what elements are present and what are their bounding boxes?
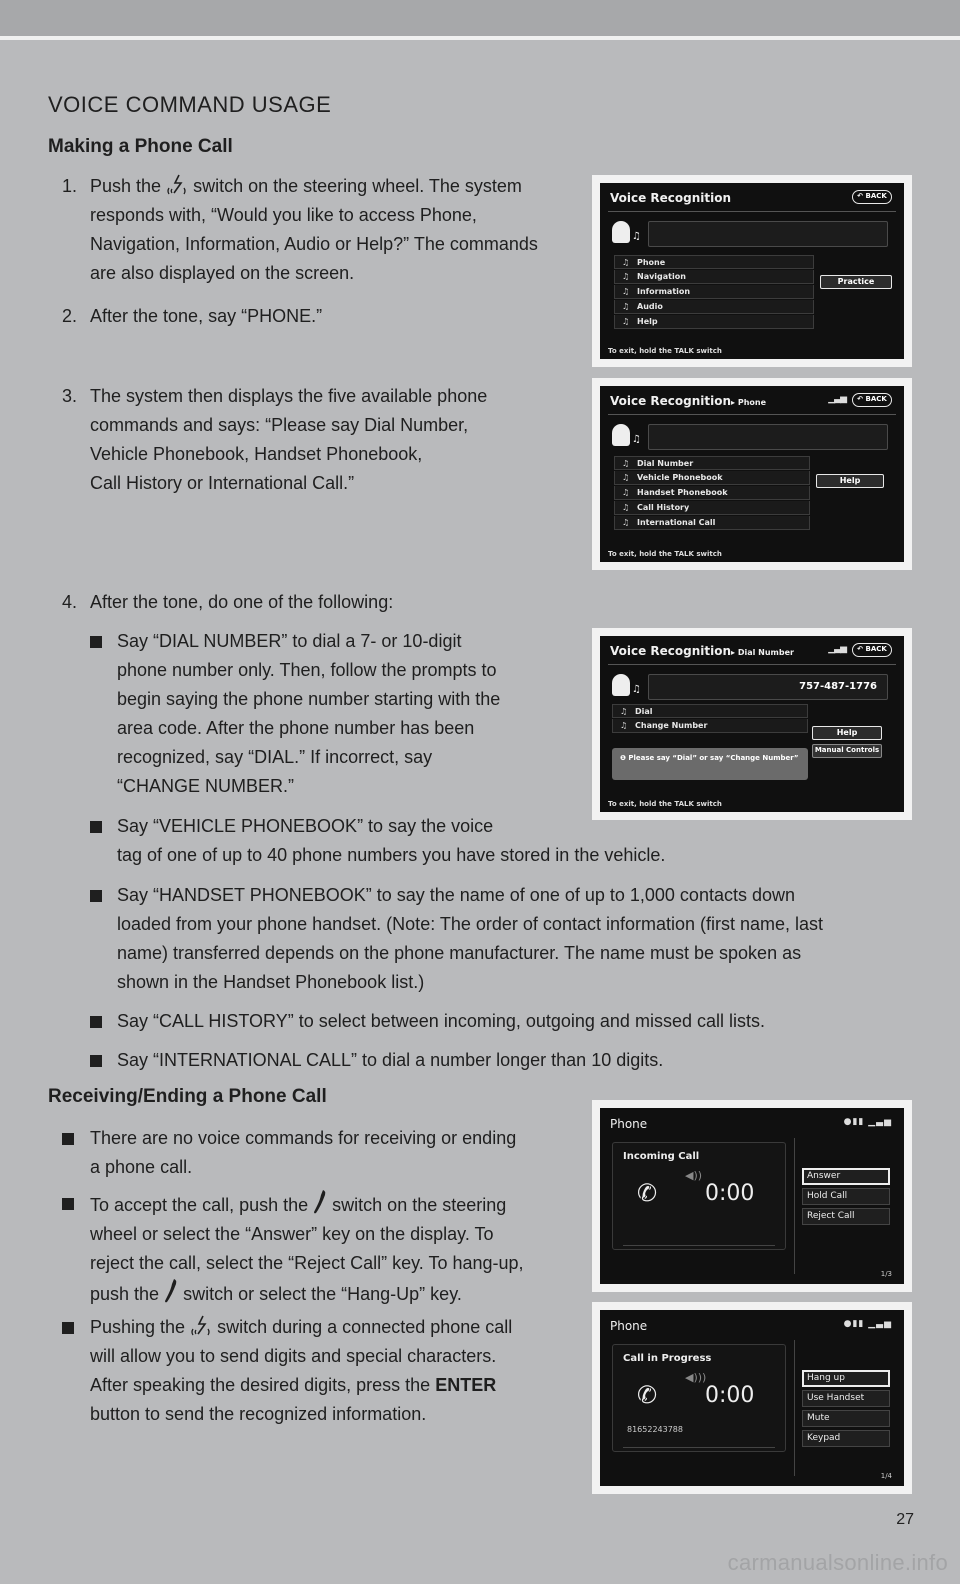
use-handset-button[interactable]: Use Handset bbox=[802, 1390, 890, 1407]
bullet-accept-line-3: reject the call, select the “Reject Call” key. To hang-up, bbox=[90, 1253, 524, 1273]
bullet-vehicle-line-1: Say “VEHICLE PHONEBOOK” to say the voice bbox=[117, 816, 494, 836]
page-indicator: 1/4 bbox=[880, 1472, 892, 1480]
menu-item-vehicle-phonebook[interactable]: ♫ Vehicle Phonebook bbox=[614, 471, 810, 485]
bullet-dial-line-1: Say “DIAL NUMBER” to dial a 7- or 10-digit bbox=[117, 631, 462, 651]
menu-item-dial-number[interactable]: ♫ Dial Number bbox=[614, 456, 810, 470]
screen-title: Phone bbox=[610, 1117, 648, 1131]
step-4-number: 4. bbox=[62, 592, 78, 612]
hang-up-button[interactable]: Hang up bbox=[802, 1370, 890, 1387]
handset-icon: ✆ bbox=[637, 1179, 658, 1207]
screen-voice-recognition-phone bbox=[600, 386, 904, 562]
menu-item-international-call[interactable]: ♫ International Call bbox=[614, 516, 810, 530]
signal-icon: ▁▃▅ bbox=[828, 644, 846, 654]
voice-talk-icon bbox=[190, 1315, 212, 1337]
divider bbox=[794, 1340, 795, 1476]
menu-item-dial[interactable]: ♫ Dial bbox=[612, 704, 808, 718]
bullet-dial-number bbox=[117, 627, 567, 801]
bullet-call-history: Say “CALL HISTORY” to select between incoming, outgoing and missed call lists. bbox=[117, 1011, 765, 1031]
bullet-marker bbox=[62, 1133, 74, 1145]
handset-icon: ✆ bbox=[637, 1381, 658, 1409]
screen-voice-recognition bbox=[600, 183, 904, 359]
watermark: carmanualsonline.info bbox=[727, 1550, 948, 1575]
bullet-accept-line-2: wheel or select the “Answer” key on the display. To bbox=[90, 1224, 494, 1244]
ringing-icon: ◀)) bbox=[685, 1169, 703, 1182]
bullet-accept-call bbox=[90, 1189, 570, 1309]
menu-item-call-history[interactable]: ♫ Call History bbox=[614, 501, 810, 515]
bullet-send-line-4: button to send the recognized information. bbox=[90, 1404, 427, 1424]
bullet-marker bbox=[90, 1016, 102, 1028]
section-title: VOICE COMMAND USAGE bbox=[48, 92, 332, 117]
bullet-accept-line-1: To accept the call, push the switch on the steering bbox=[90, 1189, 570, 1220]
menu-item-navigation[interactable]: ♫ Navigation bbox=[614, 270, 814, 284]
bullet-accept-line-4: push the switch or select the “Hang-Up” key. bbox=[90, 1278, 570, 1309]
page-indicator: 1/3 bbox=[880, 1270, 892, 1278]
screen-call-in-progress bbox=[600, 1310, 904, 1486]
bullet-handset-phonebook bbox=[117, 881, 937, 997]
exit-hint: To exit, hold the TALK switch bbox=[608, 550, 722, 558]
menu-item-audio[interactable]: ♫ Audio bbox=[614, 300, 814, 314]
step-3-line-2: commands and says: “Please say Dial Number, bbox=[90, 415, 469, 435]
back-button[interactable]: ↶ BACK bbox=[852, 643, 892, 657]
exit-hint: To exit, hold the TALK switch bbox=[608, 347, 722, 355]
status-icons: ●▮▮ ▁▃▅ bbox=[843, 1319, 892, 1329]
practice-button[interactable]: Practice bbox=[820, 275, 892, 289]
dialed-number: 757-487-1776 bbox=[799, 681, 877, 692]
screenshot-dial-number bbox=[592, 628, 912, 820]
call-status-label: Call in Progress bbox=[623, 1353, 712, 1364]
step-3-line-1: The system then displays the five available phone bbox=[90, 386, 488, 406]
step-1-line-2: responds with, “Would you like to access Phone, bbox=[90, 205, 477, 225]
top-band bbox=[0, 0, 960, 36]
bullet-handset-line-4: shown in the Handset Phonebook list.) bbox=[117, 972, 425, 992]
bullet-send-line-1: Pushing the switch during a connected phone call bbox=[90, 1317, 513, 1337]
bullet-dial-line-2: phone number only. Then, follow the prompts to bbox=[117, 660, 497, 680]
bullet-send-line-3: After speaking the desired digits, press the ENTER bbox=[90, 1375, 497, 1395]
divider bbox=[608, 664, 896, 665]
step-3-line-4: Call History or International Call.” bbox=[90, 473, 355, 493]
step-4-text: After the tone, do one of the following: bbox=[90, 592, 394, 612]
menu-item-handset-phonebook[interactable]: ♫ Handset Phonebook bbox=[614, 486, 810, 500]
exit-hint: To exit, hold the TALK switch bbox=[608, 800, 722, 808]
screen-dial-number bbox=[600, 636, 904, 812]
recognition-field bbox=[648, 424, 888, 450]
breadcrumb: ▸ Phone bbox=[731, 398, 767, 407]
keypad-button[interactable]: Keypad bbox=[802, 1430, 890, 1447]
screen-title: Voice Recognition▸ Dial Number bbox=[610, 644, 794, 658]
bullet-handset-line-3: name) transferred depends on the phone manufacturer. The name must be spoken as bbox=[117, 943, 802, 963]
page-number: 27 bbox=[896, 1511, 914, 1528]
bullet-send-digits bbox=[90, 1313, 570, 1429]
screen-title: Phone bbox=[610, 1319, 648, 1333]
enter-keyword: ENTER bbox=[435, 1375, 497, 1395]
call-timer: 0:00 bbox=[705, 1383, 755, 1408]
bullet-no-voice-commands bbox=[90, 1124, 570, 1182]
top-rule bbox=[0, 36, 960, 40]
bullet-send-line-2: will allow you to send digits and special characters. bbox=[90, 1346, 497, 1366]
divider bbox=[608, 414, 896, 415]
screenshot-call-in-progress bbox=[592, 1302, 912, 1494]
bullet-dial-line-5: recognized, say “DIAL.” If incorrect, say bbox=[117, 747, 433, 767]
menu-item-information[interactable]: ♫ Information bbox=[614, 285, 814, 299]
mute-button[interactable]: Mute bbox=[802, 1410, 890, 1427]
hold-call-button[interactable]: Hold Call bbox=[802, 1188, 890, 1205]
step-1-line-4: are also displayed on the screen. bbox=[90, 263, 355, 283]
dialed-number-field bbox=[648, 674, 888, 700]
bullet-dial-line-4: area code. After the phone number has been bbox=[117, 718, 475, 738]
bullet-marker bbox=[90, 636, 102, 648]
menu-item-phone[interactable]: ♫ Phone bbox=[614, 255, 814, 269]
bullet-vehicle-phonebook bbox=[117, 812, 917, 870]
bullet-dial-line-3: begin saying the phone number starting with the bbox=[117, 689, 501, 709]
help-button[interactable]: Help bbox=[812, 726, 882, 740]
screenshot-incoming-call bbox=[592, 1100, 912, 1292]
voice-prompt-message: ❶ Please say “Dial” or say “Change Number” bbox=[612, 748, 808, 780]
voice-prompt-icon: ♫ bbox=[608, 422, 644, 452]
bullet-vehicle-line-2: tag of one of up to 40 phone numbers you have stored in the vehicle. bbox=[117, 845, 666, 865]
status-icons: ●▮▮ ▁▃▅ bbox=[843, 1117, 892, 1127]
menu-item-change-number[interactable]: ♫ Change Number bbox=[612, 719, 808, 733]
back-button[interactable]: ↶ BACK bbox=[852, 393, 892, 407]
bullet-marker bbox=[90, 1055, 102, 1067]
phone-switch-icon bbox=[164, 1278, 178, 1304]
divider bbox=[623, 1447, 775, 1448]
recognition-field bbox=[648, 221, 888, 247]
menu-item-help[interactable]: ♫ Help bbox=[614, 315, 814, 329]
step-3-text bbox=[90, 382, 560, 498]
help-button[interactable]: Help bbox=[816, 474, 884, 488]
divider bbox=[794, 1138, 795, 1274]
bullet-marker bbox=[62, 1322, 74, 1334]
speaker-icon: ◀))) bbox=[685, 1371, 707, 1384]
manual-controls-button[interactable]: Manual Controls bbox=[812, 744, 882, 758]
step-2-number: 2. bbox=[62, 306, 78, 326]
signal-icon: ▁▃▅ bbox=[828, 394, 846, 404]
back-button[interactable]: ↶ BACK bbox=[852, 190, 892, 204]
bullet-marker bbox=[90, 821, 102, 833]
screenshot-voice-recognition-phone bbox=[592, 378, 912, 570]
bullet-international-call: Say “INTERNATIONAL CALL” to dial a number longer than 10 digits. bbox=[117, 1050, 664, 1070]
receiving-call-heading: Receiving/Ending a Phone Call bbox=[48, 1086, 327, 1107]
answer-button[interactable]: Answer bbox=[802, 1168, 890, 1185]
voice-prompt-icon: ♫ bbox=[608, 219, 644, 249]
breadcrumb: ▸ Dial Number bbox=[731, 648, 794, 657]
bullet-marker bbox=[62, 1198, 74, 1210]
divider bbox=[608, 211, 896, 212]
screen-title: Voice Recognition bbox=[610, 191, 732, 205]
screen-title: Voice Recognition▸ Phone bbox=[610, 394, 767, 408]
call-panel bbox=[612, 1344, 786, 1452]
bullet-no-voice-line-2: a phone call. bbox=[90, 1157, 193, 1177]
call-panel bbox=[612, 1142, 786, 1250]
step-1-line-1: Push the switch on the steering wheel. The system bbox=[90, 176, 522, 196]
bullet-marker bbox=[90, 890, 102, 902]
voice-talk-icon bbox=[166, 174, 188, 196]
phone-switch-icon bbox=[313, 1189, 327, 1215]
step-1-line-3: Navigation, Information, Audio or Help?” The commands bbox=[90, 234, 538, 254]
bullet-no-voice-line-1: There are no voice commands for receiving or ending bbox=[90, 1128, 517, 1148]
step-2-text: After the tone, say “PHONE.” bbox=[90, 306, 323, 326]
divider bbox=[623, 1245, 775, 1246]
bullet-handset-line-1: Say “HANDSET PHONEBOOK” to say the name of one of up to 1,000 contacts down bbox=[117, 885, 795, 905]
making-call-heading: Making a Phone Call bbox=[48, 136, 233, 157]
bullet-dial-line-6: “CHANGE NUMBER.” bbox=[117, 776, 295, 796]
reject-call-button[interactable]: Reject Call bbox=[802, 1208, 890, 1225]
step-3-line-3: Vehicle Phonebook, Handset Phonebook, bbox=[90, 444, 423, 464]
step-3-number: 3. bbox=[62, 386, 78, 406]
call-status-label: Incoming Call bbox=[623, 1151, 700, 1162]
bullet-handset-line-2: loaded from your phone handset. (Note: The order of contact information (first name, last bbox=[117, 914, 824, 934]
screenshot-voice-recognition bbox=[592, 175, 912, 367]
screen-incoming-call bbox=[600, 1108, 904, 1284]
step-1-number: 1. bbox=[62, 176, 78, 196]
voice-prompt-icon: ♫ bbox=[608, 672, 644, 702]
step-1-text bbox=[90, 172, 570, 288]
call-timer: 0:00 bbox=[705, 1181, 755, 1206]
caller-number: 81652243788 bbox=[627, 1425, 683, 1434]
